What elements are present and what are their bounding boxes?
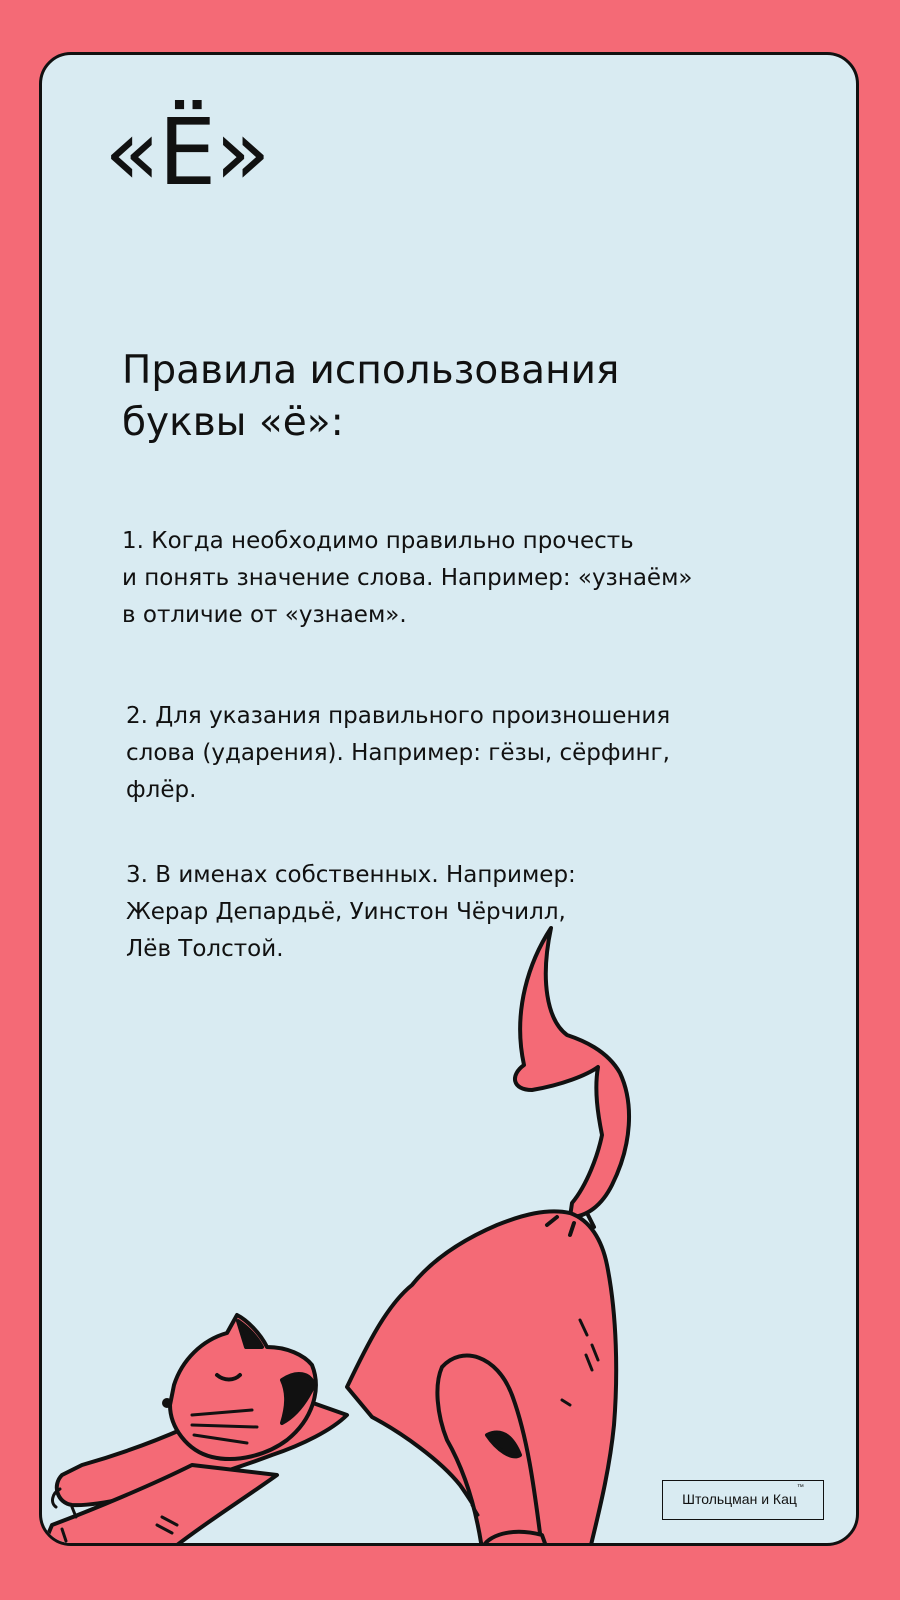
logo-title: «Ё» (104, 99, 269, 206)
rule-1-line-1: 1. Когда необходимо правильно прочесть (122, 528, 634, 554)
rule-2-line-1: 2. Для указания правильного произношения (126, 703, 671, 729)
stretching-cat-icon (42, 55, 859, 1546)
page-title-line-1: Правила использования (122, 348, 620, 393)
cat-tail (515, 928, 629, 1217)
info-card (39, 52, 859, 1546)
rule-1-line-3: в отличие от «узнаем». (122, 602, 407, 628)
rule-2-line-2: слова (ударения). Например: гёзы, сёрфинг, (126, 740, 670, 766)
rule-3-line-2: Жерар Депардьё, Уинстон Чёрчилл, (126, 899, 566, 925)
page-title-line-2: буквы «ё»: (122, 400, 344, 445)
brand-name: Штольцман и Кац (682, 1491, 797, 1507)
rule-1-line-2: и понять значение слова. Например: «узнаём» (122, 565, 693, 591)
trademark-mark: ™ (796, 1484, 804, 1491)
brand-badge (662, 1480, 824, 1520)
rule-3-line-3: Лёв Толстой. (126, 936, 284, 962)
rule-2-line-3: флёр. (126, 777, 197, 803)
rule-3-line-1: 3. В именах собственных. Например: (126, 862, 576, 888)
